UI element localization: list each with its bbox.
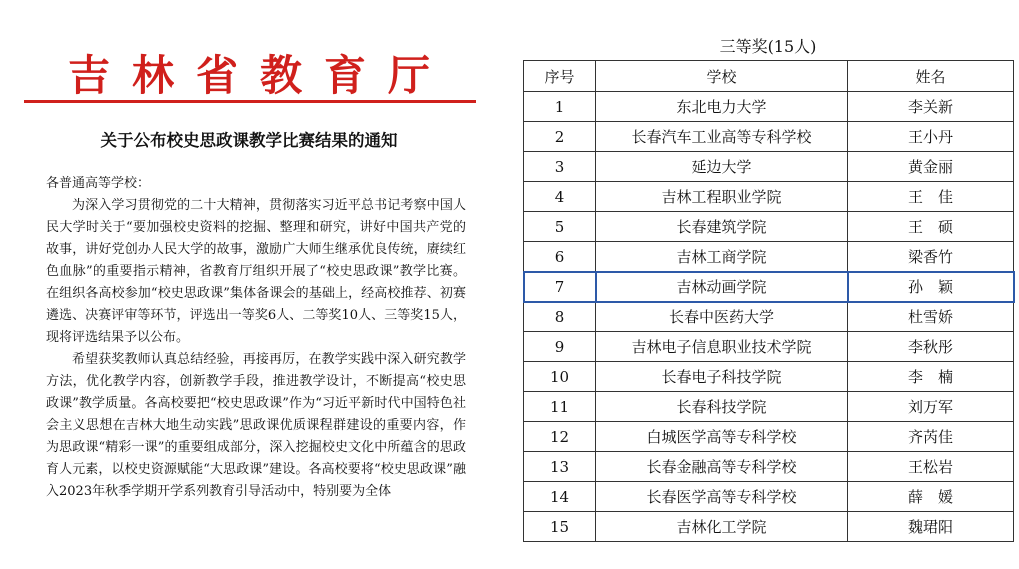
table-row [524,332,1014,362]
table-row [524,362,1014,392]
cell-school: 长春科技学院 [596,392,848,422]
cell-seq: 6 [524,242,596,272]
cell-school: 长春电子科技学院 [596,362,848,392]
cell-name: 梁香竹 [848,242,1014,272]
notice-document [18,0,480,569]
column-header-name: 姓名 [848,61,1014,92]
cell-school: 吉林工商学院 [596,242,848,272]
table-row [524,512,1014,542]
cell-name: 齐芮佳 [848,422,1014,452]
cell-seq: 5 [524,212,596,242]
cell-seq: 2 [524,122,596,152]
cell-school: 东北电力大学 [596,92,848,122]
table-row [524,182,1014,212]
cell-seq: 8 [524,302,596,332]
table-row [524,242,1014,272]
column-header-school: 学校 [596,61,848,92]
cell-seq: 11 [524,392,596,422]
cell-school: 长春中医药大学 [596,302,848,332]
table-row [524,122,1014,152]
cell-seq: 14 [524,482,596,512]
salutation: 各普通高等学校： [46,176,151,191]
table-row [524,392,1014,422]
column-header-seq: 序号 [524,61,596,92]
award-list [523,0,1013,569]
cell-name: 魏珺阳 [848,512,1014,542]
cell-seq: 9 [524,332,596,362]
cell-seq: 4 [524,182,596,212]
table-row [524,272,1014,302]
cell-name: 李秋彤 [848,332,1014,362]
cell-seq: 3 [524,152,596,182]
award-title: 三等奖(15人) [719,37,817,56]
cell-name: 王 硕 [848,212,1014,242]
cell-school: 白城医学高等专科学校 [596,422,848,452]
cell-name: 李关新 [848,92,1014,122]
table-row [524,422,1014,452]
cell-name: 杜雪娇 [848,302,1014,332]
cell-seq: 15 [524,512,596,542]
cell-school: 长春建筑学院 [596,212,848,242]
cell-school: 长春金融高等专科学校 [596,452,848,482]
table-row [524,482,1014,512]
table-row [524,302,1014,332]
cell-name: 李 楠 [848,362,1014,392]
paragraph: 希望获奖教师认真总结经验，再接再厉，在教学实践中深入研究教学方法，优化教学内容，创新教学手段，推进教学设计，不断提高“校史思政课”教学质量。各高校要把“校史思政课”作为“习近平新时代中国特色社会主义思想在吉林大地生动实践”思政课优质课程群建设的重要内容，作为思政课“精彩一课”的重要组成部分，深入挖掘校史文化中所蕴含的思政育人元素，以校史资源赋能“大思政课”建设。各高校要将“校史思政课”融入2023年秋季学期开学系列教育引导活动中，特别要为全体 [46,352,466,499]
cell-school: 吉林电子信息职业技术学院 [596,332,848,362]
notice-title: 关于公布校史思政课教学比赛结果的通知 [100,131,398,150]
cell-name: 刘万军 [848,392,1014,422]
cell-school: 长春汽车工业高等专科学校 [596,122,848,152]
award-table [523,60,1014,542]
cell-name: 王松岩 [848,452,1014,482]
document-header: 吉林省教育厅 [67,51,452,100]
table-row [524,452,1014,482]
paragraph: 为深入学习贯彻党的二十大精神，贯彻落实习近平总书记考察中国人民大学时关于“要加强校史资料的挖掘、整理和研究，讲好中国共产党的故事，讲好党创办人民大学的故事，激励广大师生继承优良传统，赓续红色血脉”的重要指示精神，省教育厅组织开展了“校史思政课”教学比赛。在组织各高校参加“校史思政课”集体备课会的基础上，经高校推荐、初赛遴选、决赛评审等环节，评选出一等奖6人、二等奖10人、三等奖15人，现将评选结果予以公布。 [46,198,466,345]
cell-seq: 10 [524,362,596,392]
cell-school: 延边大学 [596,152,848,182]
table-row [524,212,1014,242]
cell-seq: 13 [524,452,596,482]
cell-seq: 12 [524,422,596,452]
cell-name: 王小丹 [848,122,1014,152]
cell-school: 长春医学高等专科学校 [596,482,848,512]
table-row [524,92,1014,122]
cell-school: 吉林化工学院 [596,512,848,542]
table-header-row [524,61,1014,92]
cell-school: 吉林工程职业学院 [596,182,848,212]
cell-school: 吉林动画学院 [596,272,848,302]
table-row [524,152,1014,182]
cell-seq: 7 [524,272,596,302]
header-divider [24,100,476,103]
cell-name: 孙 颖 [848,272,1014,302]
notice-body [46,173,466,503]
cell-name: 薛 媛 [848,482,1014,512]
cell-name: 黄金丽 [848,152,1014,182]
cell-name: 王 佳 [848,182,1014,212]
cell-seq: 1 [524,92,596,122]
